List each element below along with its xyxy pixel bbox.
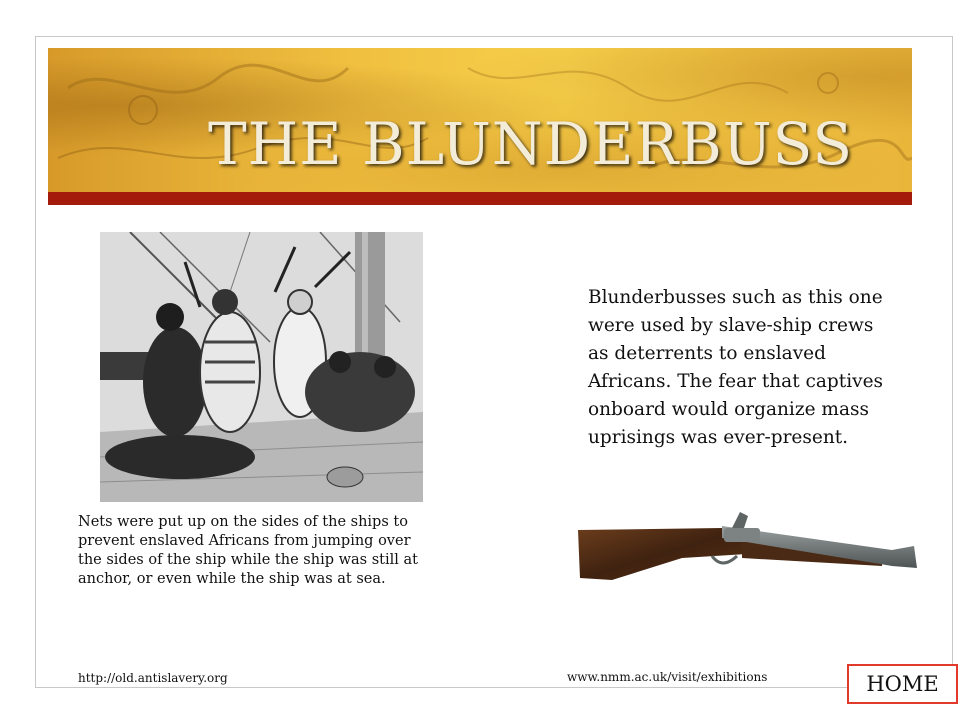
source-link-nmm[interactable]: www.nmm.ac.uk/visit/exhibitions [567, 670, 768, 684]
title-underline [48, 192, 912, 205]
page-title: THE BLUNDERBUSS [208, 110, 854, 178]
blunderbuss-image [572, 508, 922, 588]
engraving-caption: Nets were put up on the sides of the ships to prevent enslaved Africans from jumping over the sides of the ship while the ship was still at anchor, or even while the ship was at sea. [78, 514, 418, 587]
blunderbuss-description: Blunderbusses such as this one were used by slave-ship crews as deterrents to enslaved Africans. The fear that captives onboard would organize mass uprisings was ever-present. [588, 287, 884, 448]
slave-ship-engraving [100, 232, 423, 502]
source-link-antislavery[interactable]: http://old.antislavery.org [78, 671, 228, 685]
title-banner [48, 48, 912, 192]
home-button[interactable]: HOME [847, 664, 958, 704]
